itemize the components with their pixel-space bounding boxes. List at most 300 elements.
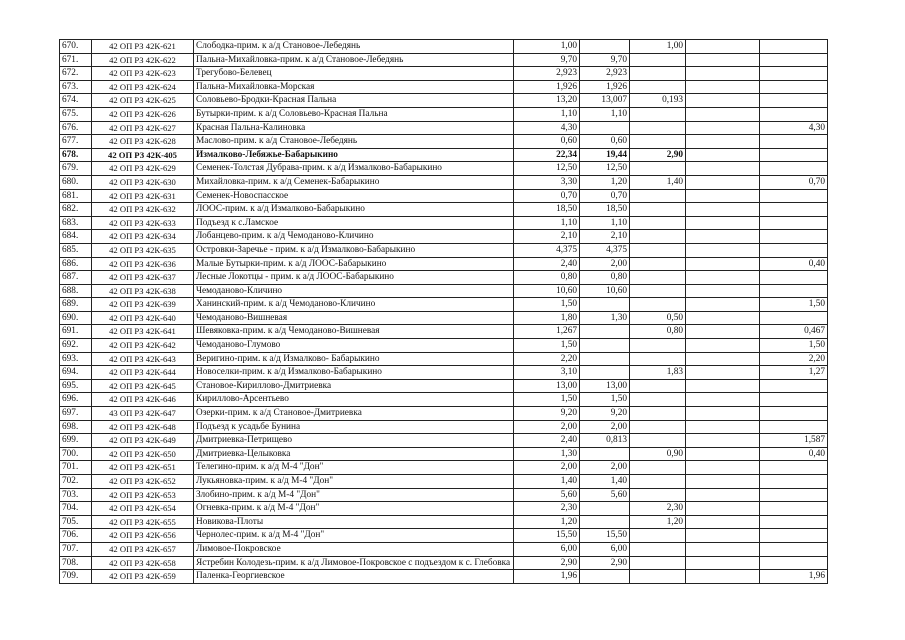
table-row [60, 271, 828, 285]
length-total-cell: 13,20 [514, 94, 580, 108]
length-col5-cell [760, 94, 828, 108]
length-col5-cell [760, 311, 828, 325]
length-col4-cell [686, 135, 760, 149]
road-code-cell: 42 ОП РЗ 42К-658 [92, 556, 194, 570]
table-row [60, 542, 828, 556]
road-name-cell: Злобино-прим. к а/д М-4 "Дон" [194, 488, 514, 502]
table-row [60, 298, 828, 312]
length-col4-cell [686, 352, 760, 366]
length-total-cell: 3,30 [514, 175, 580, 189]
length-col4-cell [686, 162, 760, 176]
length-total-cell: 1,10 [514, 107, 580, 121]
length-col2-cell: 2,923 [580, 67, 630, 81]
length-col2-cell: 2,10 [580, 230, 630, 244]
table-row [60, 243, 828, 257]
length-total-cell: 2,90 [514, 556, 580, 570]
row-number-cell: 709. [60, 570, 92, 584]
table-row [60, 556, 828, 570]
length-col2-cell: 4,375 [580, 243, 630, 257]
road-code-cell: 42 ОП РЗ 42К-643 [92, 352, 194, 366]
road-code-cell: 42 ОП РЗ 42К-630 [92, 175, 194, 189]
length-col5-cell [760, 80, 828, 94]
length-col3-cell [630, 570, 686, 584]
length-col4-cell [686, 230, 760, 244]
length-col5-cell [760, 461, 828, 475]
length-total-cell: 1,50 [514, 339, 580, 353]
length-col3-cell [630, 135, 686, 149]
length-col3-cell: 2,90 [630, 148, 686, 162]
table-row [60, 420, 828, 434]
road-code-cell: 42 ОП РЗ 42К-628 [92, 135, 194, 149]
table-row [60, 339, 828, 353]
length-col2-cell: 1,30 [580, 311, 630, 325]
length-col2-cell: 2,90 [580, 556, 630, 570]
length-col5-cell: 2,20 [760, 352, 828, 366]
table-row [60, 461, 828, 475]
row-number-cell: 680. [60, 175, 92, 189]
row-number-cell: 703. [60, 488, 92, 502]
length-col2-cell: 13,00 [580, 379, 630, 393]
length-total-cell: 13,00 [514, 379, 580, 393]
road-code-cell: 42 ОП РЗ 42К-654 [92, 502, 194, 516]
road-code-cell: 42 ОП РЗ 42К-636 [92, 257, 194, 271]
length-total-cell: 1,40 [514, 475, 580, 489]
length-col3-cell [630, 271, 686, 285]
length-col2-cell: 15,50 [580, 529, 630, 543]
length-col3-cell [630, 189, 686, 203]
road-name-cell: Телегино-прим. к а/д М-4 "Дон" [194, 461, 514, 475]
row-number-cell: 695. [60, 379, 92, 393]
length-col4-cell [686, 434, 760, 448]
length-total-cell: 0,60 [514, 135, 580, 149]
road-name-cell: Дмитриевка-Целыковка [194, 447, 514, 461]
length-col4-cell [686, 53, 760, 67]
length-col5-cell [760, 393, 828, 407]
table-row [60, 311, 828, 325]
road-code-cell: 42 ОП РЗ 42К-642 [92, 339, 194, 353]
road-name-cell: Маслово-прим. к а/д Становое-Лебедянь [194, 135, 514, 149]
row-number-cell: 676. [60, 121, 92, 135]
row-number-cell: 691. [60, 325, 92, 339]
length-total-cell: 2,10 [514, 230, 580, 244]
road-name-cell: Трегубово-Белевец [194, 67, 514, 81]
table-row [60, 488, 828, 502]
road-code-cell: 42 ОП РЗ 42К-632 [92, 203, 194, 217]
length-col2-cell: 19,44 [580, 148, 630, 162]
road-name-cell: Семенек-Новоспасское [194, 189, 514, 203]
length-col2-cell [580, 570, 630, 584]
road-code-cell: 42 ОП РЗ 42К-629 [92, 162, 194, 176]
length-col5-cell: 0,70 [760, 175, 828, 189]
road-code-cell: 42 ОП РЗ 42К-633 [92, 216, 194, 230]
length-col2-cell: 18,50 [580, 203, 630, 217]
row-number-cell: 671. [60, 53, 92, 67]
table-row [60, 121, 828, 135]
road-name-cell: Кириллово-Арсентьево [194, 393, 514, 407]
length-total-cell: 1,20 [514, 515, 580, 529]
road-name-cell: Дмитриевка-Петрищево [194, 434, 514, 448]
table-row [60, 189, 828, 203]
road-code-cell: 42 ОП РЗ 42К-631 [92, 189, 194, 203]
row-number-cell: 678. [60, 148, 92, 162]
length-col2-cell: 2,00 [580, 461, 630, 475]
length-col2-cell [580, 325, 630, 339]
length-col3-cell [630, 556, 686, 570]
length-col5-cell [760, 189, 828, 203]
length-col3-cell [630, 393, 686, 407]
length-col3-cell [630, 542, 686, 556]
road-name-cell: Измалково-Лебяжье-Бабарыкино [194, 148, 514, 162]
road-code-cell: 42 ОП РЗ 42К-625 [92, 94, 194, 108]
length-total-cell: 2,00 [514, 461, 580, 475]
length-col3-cell [630, 420, 686, 434]
length-col5-cell: 1,96 [760, 570, 828, 584]
length-col2-cell: 1,20 [580, 175, 630, 189]
row-number-cell: 686. [60, 257, 92, 271]
road-name-cell: Пальна-Михайловка-Морская [194, 80, 514, 94]
row-number-cell: 688. [60, 284, 92, 298]
length-col5-cell: 1,50 [760, 298, 828, 312]
length-col4-cell [686, 216, 760, 230]
road-name-cell: Чемоданово-Вишневая [194, 311, 514, 325]
row-number-cell: 677. [60, 135, 92, 149]
length-col4-cell [686, 298, 760, 312]
road-code-cell: 42 ОП РЗ 42К-646 [92, 393, 194, 407]
length-col2-cell [580, 502, 630, 516]
length-col4-cell [686, 366, 760, 380]
road-name-cell: Лобанцево-прим. к а/д Чемоданово-Кличино [194, 230, 514, 244]
length-col5-cell [760, 475, 828, 489]
length-col5-cell [760, 230, 828, 244]
table-row [60, 434, 828, 448]
length-col2-cell: 13,007 [580, 94, 630, 108]
row-number-cell: 681. [60, 189, 92, 203]
table-row [60, 447, 828, 461]
length-col4-cell [686, 311, 760, 325]
length-total-cell: 1,00 [514, 40, 580, 54]
length-col5-cell [760, 40, 828, 54]
length-total-cell: 9,20 [514, 407, 580, 421]
length-col3-cell [630, 257, 686, 271]
table-row [60, 216, 828, 230]
row-number-cell: 701. [60, 461, 92, 475]
road-code-cell: 42 ОП РЗ 42К-640 [92, 311, 194, 325]
length-col3-cell [630, 339, 686, 353]
row-number-cell: 700. [60, 447, 92, 461]
length-col3-cell [630, 461, 686, 475]
length-col2-cell: 12,50 [580, 162, 630, 176]
length-col2-cell [580, 447, 630, 461]
table-row [60, 257, 828, 271]
length-col5-cell: 0,40 [760, 447, 828, 461]
length-col4-cell [686, 529, 760, 543]
table-row [60, 407, 828, 421]
roads-table [59, 39, 828, 584]
length-col3-cell [630, 121, 686, 135]
table-row [60, 53, 828, 67]
road-code-cell: 42 ОП РЗ 42К-650 [92, 447, 194, 461]
length-col4-cell [686, 447, 760, 461]
length-col4-cell [686, 203, 760, 217]
length-col4-cell [686, 107, 760, 121]
road-code-cell: 42 ОП РЗ 42К-623 [92, 67, 194, 81]
length-col4-cell [686, 570, 760, 584]
length-col5-cell [760, 271, 828, 285]
length-col4-cell [686, 271, 760, 285]
length-total-cell: 1,80 [514, 311, 580, 325]
length-total-cell: 12,50 [514, 162, 580, 176]
length-total-cell: 4,375 [514, 243, 580, 257]
row-number-cell: 679. [60, 162, 92, 176]
length-col3-cell [630, 488, 686, 502]
length-col3-cell [630, 243, 686, 257]
length-total-cell: 2,20 [514, 352, 580, 366]
length-col3-cell [630, 107, 686, 121]
road-name-cell: Озерки-прим. к а/д Становое-Дмитриевка [194, 407, 514, 421]
length-col2-cell [580, 515, 630, 529]
length-col2-cell [580, 298, 630, 312]
row-number-cell: 692. [60, 339, 92, 353]
length-col5-cell [760, 488, 828, 502]
table-row [60, 325, 828, 339]
length-col3-cell [630, 298, 686, 312]
table-row [60, 502, 828, 516]
road-name-cell: Лукьяновка-прим. к а/д М-4 "Дон" [194, 475, 514, 489]
length-col3-cell: 0,50 [630, 311, 686, 325]
length-col2-cell: 9,70 [580, 53, 630, 67]
length-col5-cell: 1,50 [760, 339, 828, 353]
length-col3-cell [630, 216, 686, 230]
table-row [60, 40, 828, 54]
length-col2-cell [580, 366, 630, 380]
road-code-cell: 42 ОП РЗ 42К-624 [92, 80, 194, 94]
row-number-cell: 696. [60, 393, 92, 407]
length-col5-cell [760, 529, 828, 543]
length-col3-cell [630, 407, 686, 421]
length-col3-cell [630, 67, 686, 81]
length-col3-cell [630, 475, 686, 489]
row-number-cell: 702. [60, 475, 92, 489]
table-row [60, 475, 828, 489]
length-col3-cell [630, 434, 686, 448]
table-row [60, 162, 828, 176]
road-name-cell: Чемоданово-Кличино [194, 284, 514, 298]
length-col3-cell: 1,00 [630, 40, 686, 54]
length-total-cell: 9,70 [514, 53, 580, 67]
length-col5-cell [760, 53, 828, 67]
road-code-cell: 42 ОП РЗ 42К-627 [92, 121, 194, 135]
length-col5-cell [760, 284, 828, 298]
length-col3-cell [630, 379, 686, 393]
length-total-cell: 10,60 [514, 284, 580, 298]
road-code-cell: 42 ОП РЗ 42К-652 [92, 475, 194, 489]
row-number-cell: 694. [60, 366, 92, 380]
row-number-cell: 697. [60, 407, 92, 421]
table-row [60, 515, 828, 529]
table-row [60, 107, 828, 121]
road-code-cell: 42 ОП РЗ 42К-656 [92, 529, 194, 543]
length-total-cell: 1,50 [514, 298, 580, 312]
length-total-cell: 1,30 [514, 447, 580, 461]
length-col4-cell [686, 379, 760, 393]
row-number-cell: 689. [60, 298, 92, 312]
road-name-cell: Островки-Заречье - прим. к а/д Измалково-Бабарыкино [194, 243, 514, 257]
road-code-cell: 42 ОП РЗ 42К-648 [92, 420, 194, 434]
table-row [60, 203, 828, 217]
length-col2-cell [580, 40, 630, 54]
length-col3-cell [630, 80, 686, 94]
length-col5-cell [760, 243, 828, 257]
length-col5-cell [760, 542, 828, 556]
length-col2-cell: 1,10 [580, 107, 630, 121]
road-code-cell: 42 ОП РЗ 42К-637 [92, 271, 194, 285]
table-row [60, 529, 828, 543]
table-row [60, 379, 828, 393]
road-code-cell: 42 ОП РЗ 42К-622 [92, 53, 194, 67]
road-code-cell: 42 ОП РЗ 42К-639 [92, 298, 194, 312]
row-number-cell: 687. [60, 271, 92, 285]
road-name-cell: Чемоданово-Глумово [194, 339, 514, 353]
road-name-cell: Бутырки-прим. к а/д Соловьево-Красная Пальна [194, 107, 514, 121]
length-col2-cell [580, 121, 630, 135]
row-number-cell: 682. [60, 203, 92, 217]
length-total-cell: 2,00 [514, 420, 580, 434]
length-col4-cell [686, 80, 760, 94]
length-total-cell: 2,30 [514, 502, 580, 516]
length-col4-cell [686, 488, 760, 502]
length-col5-cell [760, 67, 828, 81]
road-name-cell: Лесные Локотцы - прим. к а/д ЛООС-Бабарыкино [194, 271, 514, 285]
row-number-cell: 685. [60, 243, 92, 257]
length-col4-cell [686, 325, 760, 339]
length-col2-cell: 1,10 [580, 216, 630, 230]
road-code-cell: 42 ОП РЗ 42К-634 [92, 230, 194, 244]
length-col5-cell [760, 203, 828, 217]
length-col3-cell [630, 230, 686, 244]
row-number-cell: 672. [60, 67, 92, 81]
length-total-cell: 5,60 [514, 488, 580, 502]
length-col3-cell: 1,40 [630, 175, 686, 189]
length-col4-cell [686, 502, 760, 516]
road-name-cell: Паленка-Георгиевское [194, 570, 514, 584]
length-col2-cell: 0,813 [580, 434, 630, 448]
length-col2-cell: 0,80 [580, 271, 630, 285]
length-col5-cell [760, 216, 828, 230]
row-number-cell: 704. [60, 502, 92, 516]
road-name-cell: Новикова-Плоты [194, 515, 514, 529]
road-code-cell: 42 ОП РЗ 42К-649 [92, 434, 194, 448]
length-col3-cell: 2,30 [630, 502, 686, 516]
length-col4-cell [686, 407, 760, 421]
row-number-cell: 693. [60, 352, 92, 366]
road-name-cell: Красная Пальна-Калиновка [194, 121, 514, 135]
row-number-cell: 698. [60, 420, 92, 434]
road-name-cell: Ястребин Колодезь-прим. к а/д Лимовое-Покровское с подъездом к с. Глебовка [194, 556, 514, 570]
length-total-cell: 1,926 [514, 80, 580, 94]
length-col3-cell: 1,20 [630, 515, 686, 529]
row-number-cell: 706. [60, 529, 92, 543]
row-number-cell: 670. [60, 40, 92, 54]
road-code-cell: 42 ОП РЗ 42К-644 [92, 366, 194, 380]
length-col4-cell [686, 284, 760, 298]
road-code-cell: 42 ОП РЗ 42К-621 [92, 40, 194, 54]
length-col3-cell [630, 529, 686, 543]
length-col4-cell [686, 40, 760, 54]
road-name-cell: Ханинский-прим. к а/д Чемоданово-Кличино [194, 298, 514, 312]
table-row [60, 148, 828, 162]
road-code-cell: 43 ОП РЗ 42К-647 [92, 407, 194, 421]
row-number-cell: 699. [60, 434, 92, 448]
length-total-cell: 1,267 [514, 325, 580, 339]
length-col5-cell [760, 107, 828, 121]
road-name-cell: Чернолес-прим. к а/д М-4 "Дон" [194, 529, 514, 543]
length-col5-cell [760, 162, 828, 176]
length-col2-cell: 5,60 [580, 488, 630, 502]
road-code-cell: 42 ОП РЗ 42К-638 [92, 284, 194, 298]
length-total-cell: 0,70 [514, 189, 580, 203]
length-col5-cell [760, 502, 828, 516]
length-total-cell: 4,30 [514, 121, 580, 135]
table-row [60, 284, 828, 298]
table-row [60, 135, 828, 149]
road-code-cell: 42 ОП РЗ 42К-657 [92, 542, 194, 556]
road-name-cell: Подъезд к усадьбе Бунина [194, 420, 514, 434]
table-row [60, 67, 828, 81]
road-code-cell: 42 ОП РЗ 42К-655 [92, 515, 194, 529]
row-number-cell: 707. [60, 542, 92, 556]
length-col2-cell: 1,40 [580, 475, 630, 489]
length-col5-cell: 4,30 [760, 121, 828, 135]
length-col4-cell [686, 175, 760, 189]
length-col4-cell [686, 515, 760, 529]
length-col4-cell [686, 420, 760, 434]
road-code-cell: 42 ОП РЗ 42К-645 [92, 379, 194, 393]
road-name-cell: Становое-Кириллово-Дмитриевка [194, 379, 514, 393]
table-row [60, 352, 828, 366]
row-number-cell: 705. [60, 515, 92, 529]
length-total-cell: 1,50 [514, 393, 580, 407]
table-row [60, 366, 828, 380]
length-col4-cell [686, 475, 760, 489]
length-col4-cell [686, 542, 760, 556]
row-number-cell: 683. [60, 216, 92, 230]
length-col4-cell [686, 189, 760, 203]
length-col4-cell [686, 94, 760, 108]
length-total-cell: 3,10 [514, 366, 580, 380]
length-col3-cell [630, 284, 686, 298]
road-code-cell: 42 ОП РЗ 42К-635 [92, 243, 194, 257]
length-col3-cell [630, 203, 686, 217]
row-number-cell: 690. [60, 311, 92, 325]
length-col4-cell [686, 339, 760, 353]
length-col5-cell [760, 148, 828, 162]
length-col5-cell [760, 135, 828, 149]
length-total-cell: 2,40 [514, 257, 580, 271]
length-total-cell: 1,10 [514, 216, 580, 230]
length-total-cell: 0,80 [514, 271, 580, 285]
length-col4-cell [686, 461, 760, 475]
length-col2-cell: 6,00 [580, 542, 630, 556]
length-col4-cell [686, 257, 760, 271]
length-col2-cell: 0,60 [580, 135, 630, 149]
road-name-cell: Лимовое-Покровское [194, 542, 514, 556]
length-col5-cell: 1,587 [760, 434, 828, 448]
length-col4-cell [686, 243, 760, 257]
row-number-cell: 708. [60, 556, 92, 570]
length-total-cell: 2,40 [514, 434, 580, 448]
road-name-cell: ЛООС-прим. к а/д Измалково-Бабарыкино [194, 203, 514, 217]
length-col4-cell [686, 121, 760, 135]
